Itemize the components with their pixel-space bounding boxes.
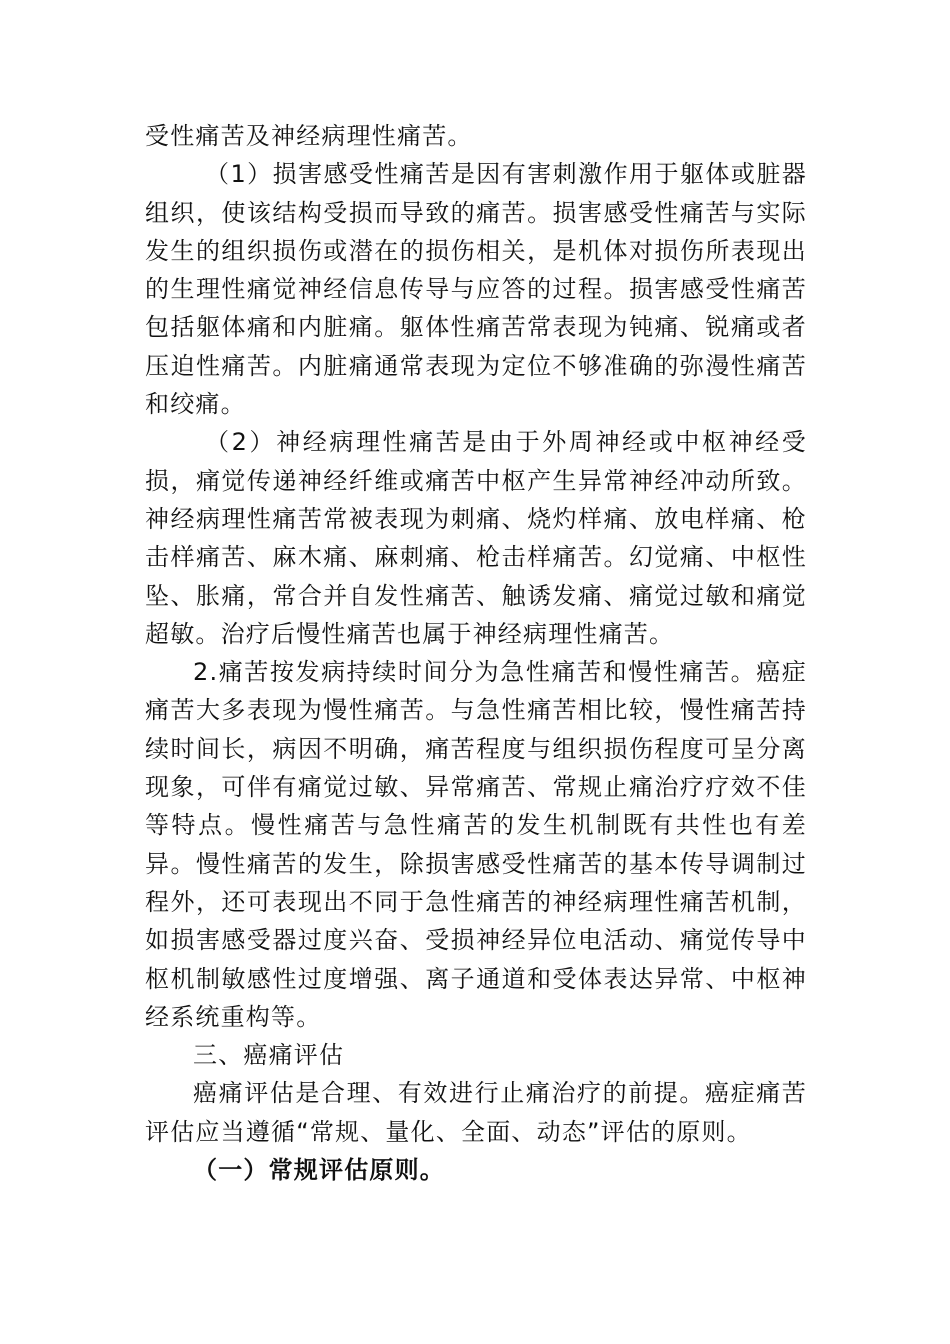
paragraph-neuropathic-pain: （2）神经病理性痛苦是由于外周神经或中枢神经受损，痛觉传递神经纤维或痛苦中枢产生异常神经冲动所致。神经病理性痛苦常被表现为刺痛、烧灼样痛、放电样痛、枪击样痛苦、麻木痛、麻刺痛、枪击样痛苦。幻觉痛、中枢性坠、胀痛，常合并自发性痛苦、触诱发痛、痛觉过敏和痛觉超敏。治疗后慢性痛苦也属于神经病理性痛苦。 xyxy=(145,428,807,648)
paragraph-pain-duration: 2.痛苦按发病持续时间分为急性痛苦和慢性痛苦。癌症痛苦大多表现为慢性痛苦。与急性痛苦相比较，慢性痛苦持续时间长，病因不明确，痛苦程度与组织损伤程度可呈分离现象，可伴有痛觉过敏、异常痛苦、常规止痛治疗疗效不佳等特点。慢性痛苦与急性痛苦的发生机制既有共性也有差异。慢性痛苦的发生，除损害感受性痛苦的基本传导调制过程外，还可表现出不同于急性痛苦的神经病理性痛苦机制，如损害感受器过度兴奋、受损神经异位电活动、痛觉传导中枢机制敏感性过度增强、离子通道和受体表达异常、中枢神经系统重构等。 xyxy=(145,658,807,1031)
document-page xyxy=(145,117,807,1189)
paragraph-continuation: 受性痛苦及神经病理性痛苦。 xyxy=(145,122,473,150)
subsection-heading-routine-assessment: （一）常规评估原则。 xyxy=(193,1156,445,1185)
section-heading-cancer-pain-assessment: 三、癌痛评估 xyxy=(193,1041,345,1070)
paragraph-assessment-principles: 癌痛评估是合理、有效进行止痛治疗的前提。癌症痛苦评估应当遵循“常规、量化、全面、动态”评估的原则。 xyxy=(145,1079,807,1146)
paragraph-nociceptive-pain: （1）损害感受性痛苦是因有害刺激作用于躯体或脏器组织，使该结构受损而导致的痛苦。损害感受性痛苦与实际发生的组织损伤或潜在的损伤相关，是机体对损伤所表现出的生理性痛觉神经信息传导与应答的过程。损害感受性痛苦包括躯体痛和内脏痛。躯体性痛苦常表现为钝痛、锐痛或者压迫性痛苦。内脏痛通常表现为定位不够准确的弥漫性痛苦和绞痛。 xyxy=(145,160,807,419)
